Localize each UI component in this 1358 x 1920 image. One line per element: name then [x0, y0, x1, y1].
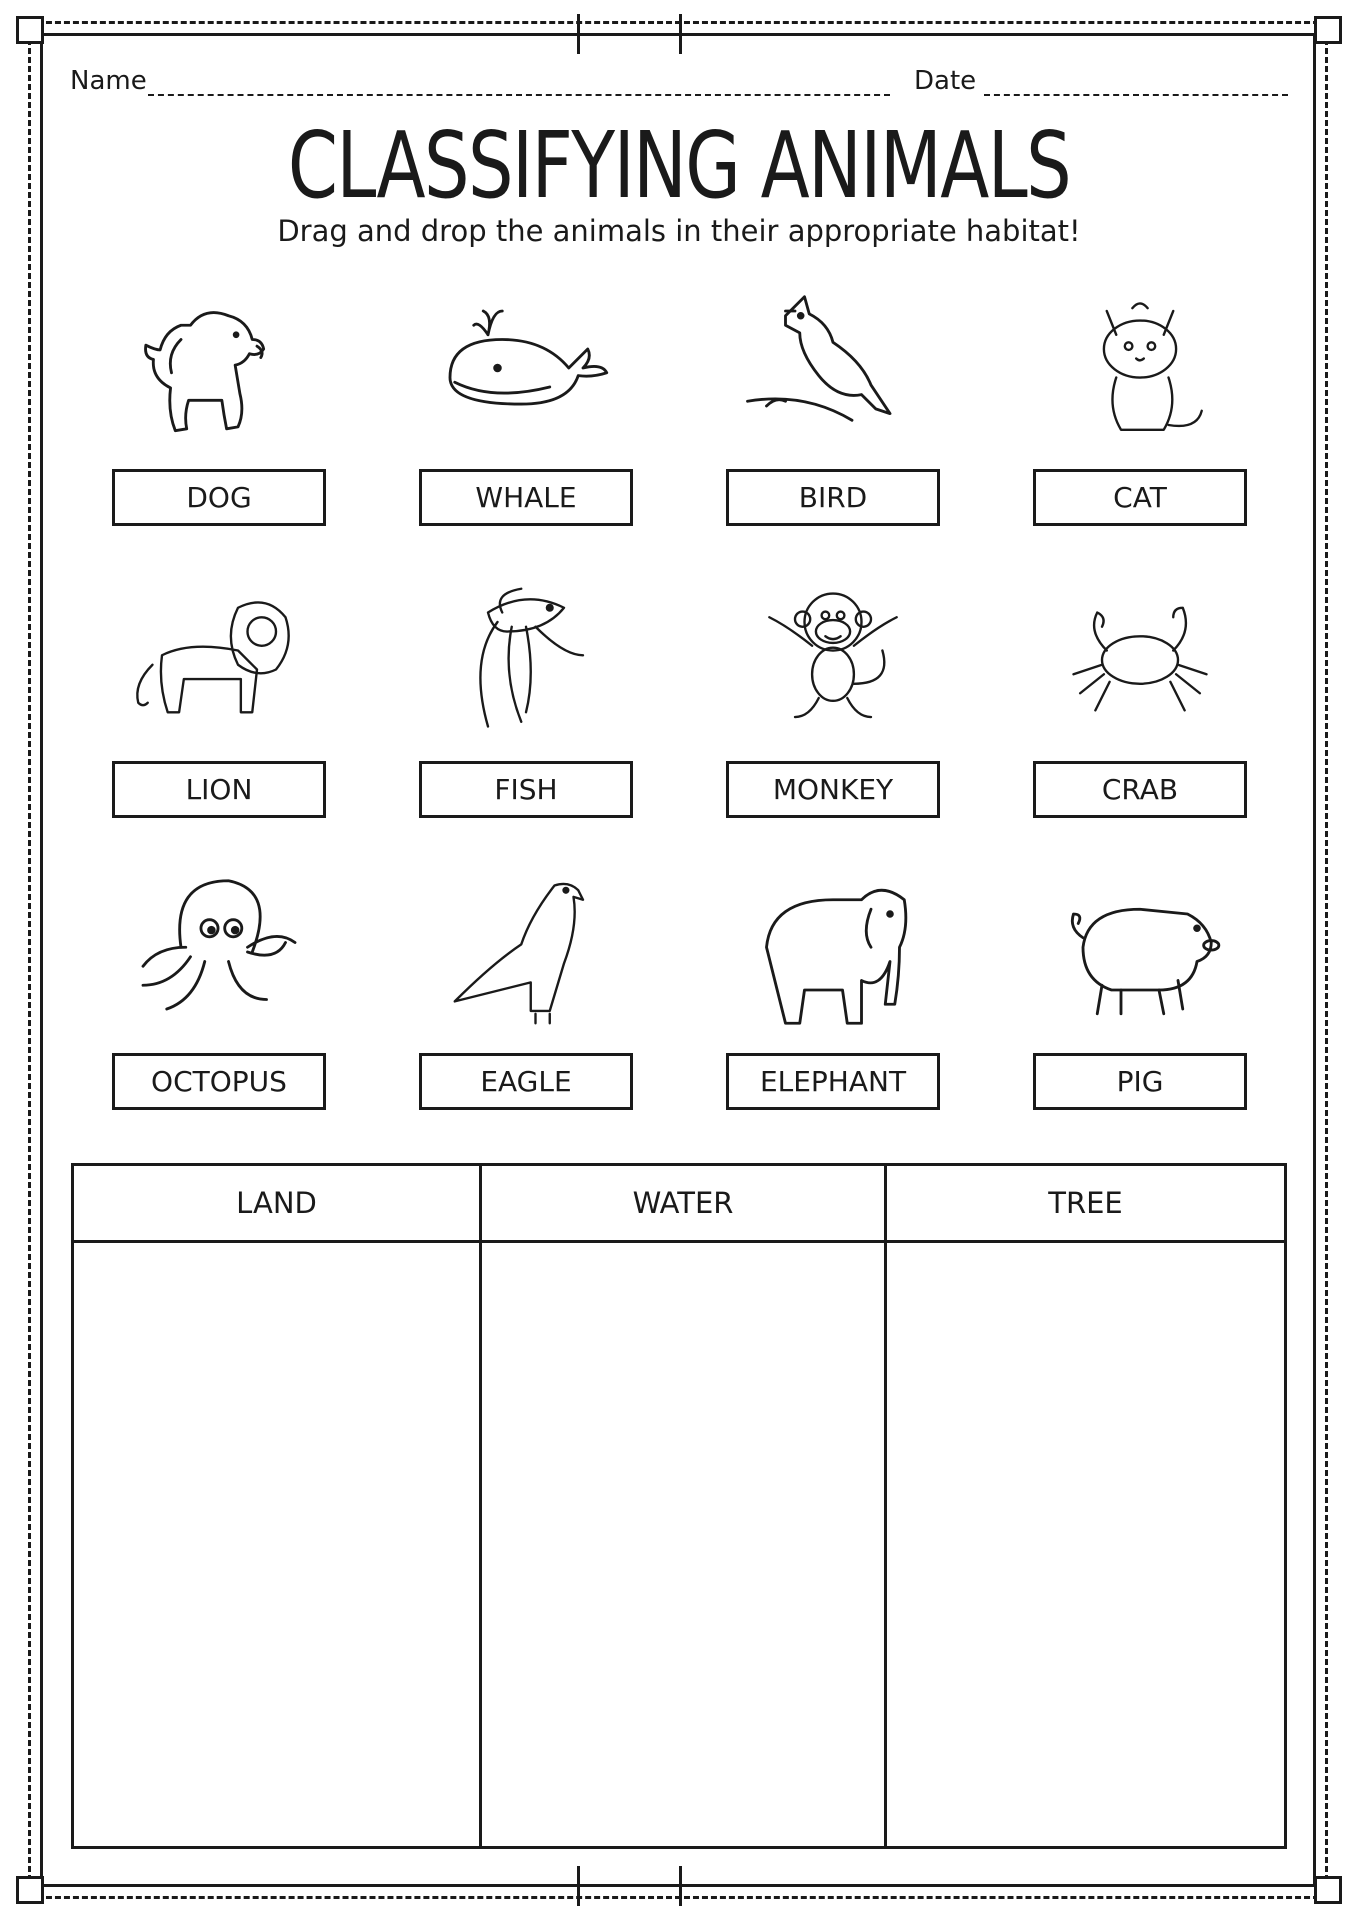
border-tick [577, 14, 580, 54]
animal-label: FISH [419, 761, 633, 818]
corner-mark [1314, 16, 1342, 44]
animal-label: CAT [1033, 469, 1247, 526]
animal-label: MONKEY [726, 761, 940, 818]
habitat-dropzone-land[interactable] [74, 1243, 479, 1846]
corner-mark [16, 16, 44, 44]
habitat-column-land [74, 1166, 479, 1846]
animal-card-monkey[interactable] [726, 570, 940, 806]
animal-card-fish[interactable] [419, 570, 633, 806]
corner-mark [1314, 1876, 1342, 1904]
habitat-header-land: LAND [74, 1166, 479, 1243]
eagle-icon [419, 862, 633, 1042]
elephant-icon [726, 862, 940, 1042]
animal-card-dog[interactable] [112, 278, 326, 514]
instructions: Drag and drop the animals in their appropriate habitat! [277, 214, 1081, 248]
dog-icon [112, 278, 326, 458]
animal-card-elephant[interactable] [726, 862, 940, 1098]
animal-label: LION [112, 761, 326, 818]
border-tick [679, 14, 682, 54]
animal-card-whale[interactable] [419, 278, 633, 514]
animal-label: OCTOPUS [112, 1053, 326, 1110]
animal-label: PIG [1033, 1053, 1247, 1110]
animal-card-pig[interactable] [1033, 862, 1247, 1098]
pig-icon [1033, 862, 1247, 1042]
bird-icon [726, 278, 940, 458]
lion-icon [112, 570, 326, 750]
animal-label: WHALE [419, 469, 633, 526]
crab-icon [1033, 570, 1247, 750]
animal-label: DOG [112, 469, 326, 526]
animal-card-eagle[interactable] [419, 862, 633, 1098]
whale-icon [419, 278, 633, 458]
page-title: CLASSIFYING ANIMALS [287, 112, 1071, 219]
habitat-column-water [479, 1166, 884, 1846]
octopus-icon [112, 862, 326, 1042]
animal-card-octopus[interactable] [112, 862, 326, 1098]
border-tick [679, 1866, 682, 1906]
habitat-table [71, 1163, 1287, 1849]
animal-label: ELEPHANT [726, 1053, 940, 1110]
animal-card-lion[interactable] [112, 570, 326, 806]
animal-card-cat[interactable] [1033, 278, 1247, 514]
animal-card-crab[interactable] [1033, 570, 1247, 806]
border-tick [577, 1866, 580, 1906]
name-label: Name [70, 66, 147, 96]
habitat-column-tree [884, 1166, 1284, 1846]
corner-mark [16, 1876, 44, 1904]
date-label: Date [914, 66, 977, 96]
habitat-header-water: WATER [482, 1166, 884, 1243]
animal-card-bird[interactable] [726, 278, 940, 514]
monkey-icon [726, 570, 940, 750]
cat-icon [1033, 278, 1247, 458]
name-field[interactable] [148, 94, 890, 96]
habitat-header-tree: TREE [887, 1166, 1284, 1243]
fish-icon [419, 570, 633, 750]
habitat-dropzone-tree[interactable] [887, 1243, 1284, 1846]
animal-label: EAGLE [419, 1053, 633, 1110]
habitat-dropzone-water[interactable] [482, 1243, 884, 1846]
animal-label: CRAB [1033, 761, 1247, 818]
animal-label: BIRD [726, 469, 940, 526]
date-field[interactable] [984, 94, 1288, 96]
